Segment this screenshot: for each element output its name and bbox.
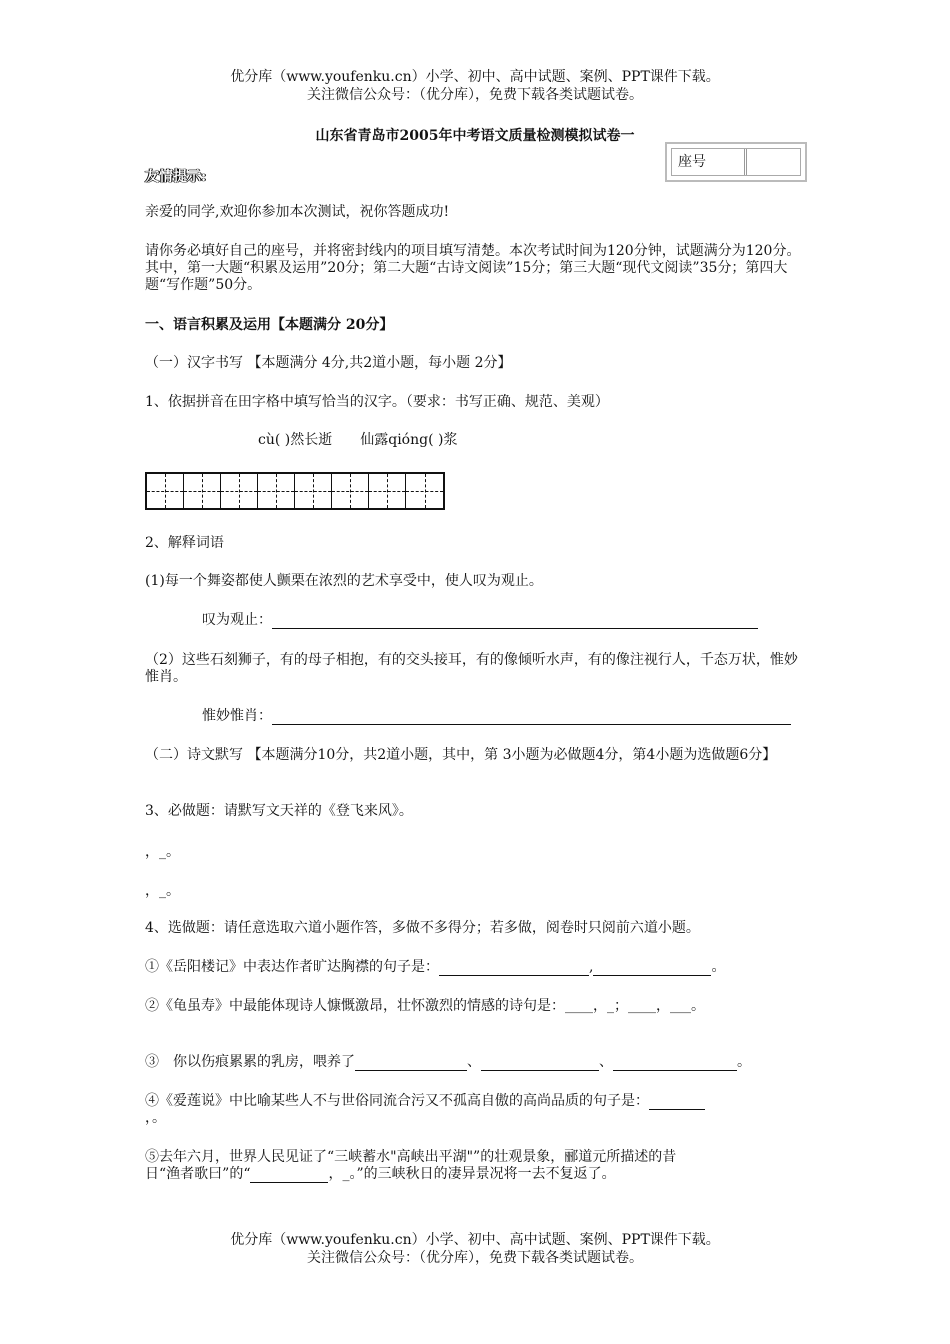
grid-cell[interactable]: [332, 474, 369, 508]
question-2-2-answer-line[interactable]: [272, 710, 791, 725]
question-4-5-suffix: ，_。”的三峡秋日的凄异景况将一去不复返了。: [328, 1166, 616, 1182]
question-4-4-row: [145, 1093, 705, 1110]
question-4-1-blank-2[interactable]: [593, 961, 711, 976]
part-2-title: （二）诗文默写 【本题满分10分，共2道小题，其中，第 3小题为必做题4分，第4小题为选做题6分】: [145, 747, 777, 763]
question-1-pinyin: cù( )然长逝 仙露qióng( )浆: [258, 432, 458, 448]
grid-cell[interactable]: [406, 474, 443, 508]
question-4-3-blank-2[interactable]: [481, 1056, 599, 1071]
question-4-5-prefix: 日“渔者歌曰”的“: [145, 1166, 251, 1182]
question-4-3-blank-3[interactable]: [613, 1056, 737, 1071]
question-2-2-label: 惟妙惟肖：: [202, 708, 272, 724]
instructions-text: 请你务必填好自己的座号，并将密封线内的项目填写清楚。本次考试时间为120分钟，试题满分为120分。其中，第一大题“积累及运用”20分；第二大题“古诗文阅读”15分；第三大题“现代文阅读”35分；第四大题“写作题”50分。: [145, 243, 801, 293]
question-4-4-blank[interactable]: [649, 1095, 705, 1110]
question-4-2: ②《龟虽寿》中最能体现诗人慷慨激昂，壮怀激烈的情感的诗句是：____，_；____，___。: [145, 998, 705, 1014]
question-4-5-row-2: [145, 1166, 616, 1183]
question-4-1-period: 。: [711, 959, 726, 975]
question-4-5-line-1: ⑤去年六月，世界人民见证了“三峡蓄水"高峡出平湖"”的壮观景象，郦道元所描述的昔: [145, 1149, 677, 1165]
question-4-3-text: ③ 你以伤痕累累的乳房，喂养了: [145, 1054, 355, 1070]
question-4-3-period: 。: [737, 1054, 751, 1070]
question-3-line-1: ，_。: [145, 844, 180, 860]
question-2-2: （2）这些石刻狮子，有的母子相抱，有的交头接耳，有的像倾听水声，有的像注视行人，千态万状，惟妙惟肖。: [145, 652, 798, 685]
grid-cell[interactable]: [184, 474, 221, 508]
part-1-title: （一）汉字书写 【本题满分 4分,共2道小题，每小题 2分】: [145, 355, 512, 371]
section-1-title: 一、语言积累及运用【本题满分 20分】: [145, 317, 394, 333]
question-4-3-blank-1[interactable]: [355, 1056, 467, 1071]
question-4-1-blank-1[interactable]: [439, 961, 589, 976]
question-4-5-blank[interactable]: [250, 1168, 328, 1183]
seat-number-label: 座号: [672, 149, 747, 175]
friendly-tip-label: 友情提示:: [145, 169, 207, 185]
header-line-1: 优分库（www.youfenku.cn）小学、初中、高中试题、案例、PPT课件下载。: [230, 69, 720, 85]
question-4-4-end: ，。: [145, 1110, 166, 1126]
question-4-3-row: [145, 1054, 751, 1071]
question-3-line-2: ，_。: [145, 883, 180, 899]
grid-cell[interactable]: [258, 474, 295, 508]
question-2-2-answer-row: [202, 708, 791, 725]
question-2-1-answer-line[interactable]: [272, 614, 758, 629]
question-4-1-comma: ,: [589, 959, 594, 975]
question-4-4-text: ④《爱莲说》中比喻某些人不与世俗同流合污又不孤高自傲的高尚品质的句子是：: [145, 1093, 649, 1109]
question-2-1-label: 叹为观止：: [202, 612, 272, 628]
greeting-text: 亲爱的同学,欢迎你参加本次测试，祝你答题成功!: [145, 204, 450, 220]
question-4-1-text: ①《岳阳楼记》中表达作者旷达胸襟的句子是：: [145, 959, 439, 975]
tianzige-grid: [145, 472, 445, 510]
question-4-1-row: [145, 959, 725, 976]
header-line-2: 关注微信公众号：（优分库），免费下载各类试题试卷。: [307, 87, 643, 103]
question-1: 1、依据拼音在田字格中填写恰当的汉字。（要求：书写正确、规范、美观）: [145, 394, 609, 410]
question-4-3-sep-1: 、: [467, 1054, 481, 1070]
question-3: 3、必做题：请默写文天祥的《登飞来风》。: [145, 803, 413, 819]
seat-number-box: [665, 142, 807, 182]
question-4-3-sep-2: 、: [599, 1054, 613, 1070]
grid-cell[interactable]: [369, 474, 406, 508]
grid-cell[interactable]: [147, 474, 184, 508]
grid-cell[interactable]: [295, 474, 332, 508]
question-4: 4、选做题：请任意选取六道小题作答，多做不多得分；若多做，阅卷时只阅前六道小题。: [145, 920, 700, 936]
question-2-1: (1)每一个舞姿都使人颤栗在浓烈的艺术享受中，使人叹为观止。: [145, 573, 543, 589]
footer-line-1: 优分库（www.youfenku.cn）小学、初中、高中试题、案例、PPT课件下载。: [230, 1232, 720, 1248]
question-2-1-answer-row: [202, 612, 758, 629]
exam-title: 山东省青岛市2005年中考语文质量检测模拟试卷一: [315, 128, 635, 144]
seat-number-field[interactable]: [747, 149, 800, 175]
footer-line-2: 关注微信公众号：（优分库），免费下载各类试题试卷。: [307, 1250, 643, 1266]
grid-cell[interactable]: [221, 474, 258, 508]
question-2: 2、解释词语: [145, 535, 224, 551]
